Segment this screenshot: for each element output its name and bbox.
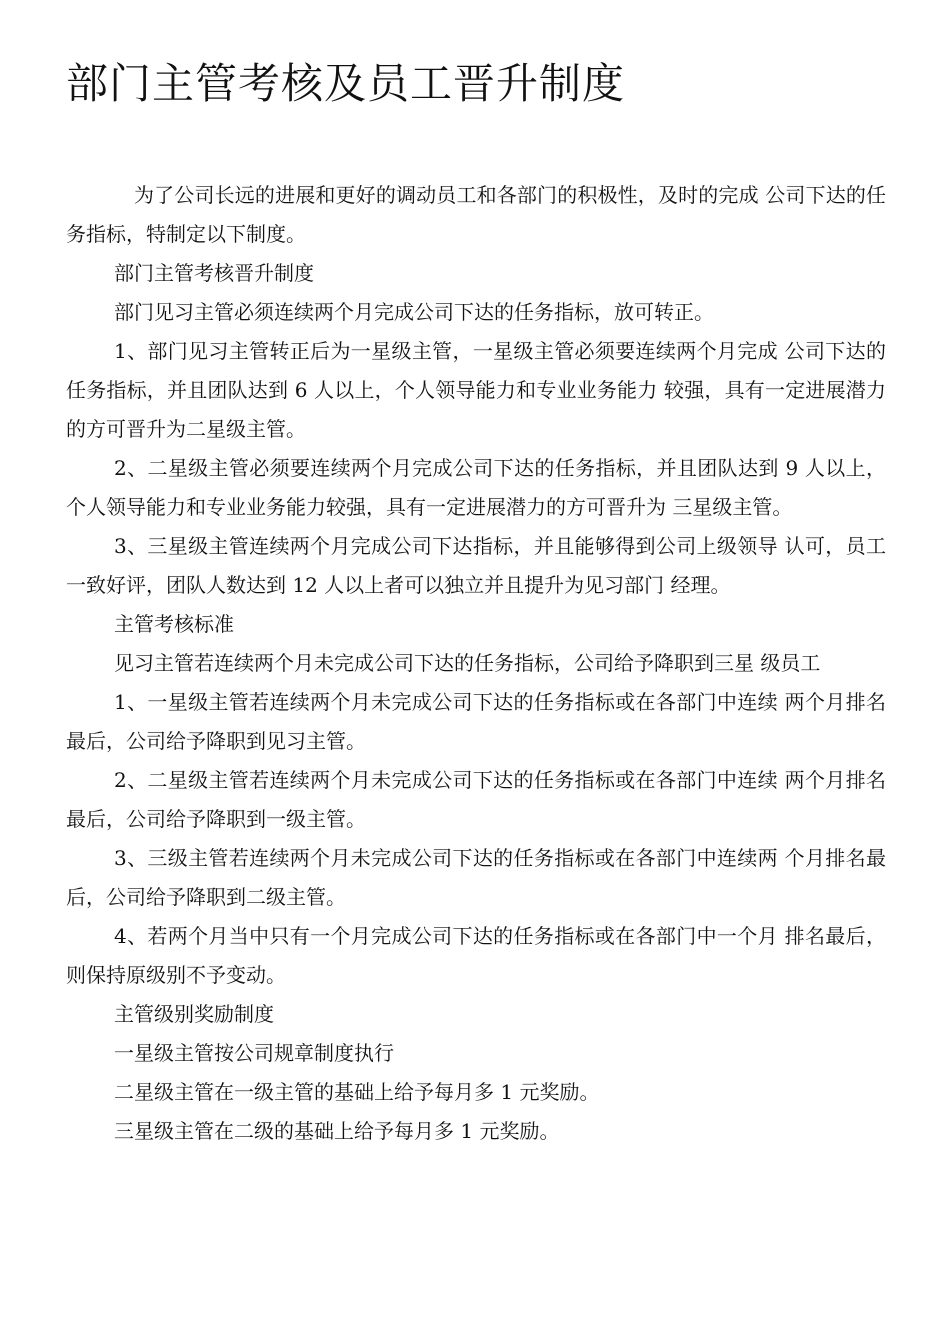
- section-heading-promotion: 部门主管考核晋升制度: [114, 261, 314, 285]
- paragraph-promotion-1: 1、部门见习主管转正后为一星级主管，一星级主管必须要连续两个月完成 公司下达的任务指标，并且团队达到 6 人以上，个人领导能力和专业业务能力 较强，具有一定进展潜力的方可晋升为二星级主管。: [66, 339, 886, 441]
- paragraph-demotion-1: 1、一星级主管若连续两个月未完成公司下达的任务指标或在各部门中连续 两个月排名最后，公司给予降职到见习主管。: [66, 690, 886, 753]
- document-body: [66, 176, 886, 1151]
- section-heading-assessment: 主管考核标准: [114, 612, 234, 636]
- paragraph-promotion-3: 3、三星级主管连续两个月完成公司下达指标，并且能够得到公司上级领导 认可，员工一致好评，团队人数达到 12 人以上者可以独立并且提升为见习部门 经理。: [66, 534, 886, 597]
- document-title: 部门主管考核及员工晋升制度: [66, 59, 626, 108]
- paragraph-demotion-3: 3、三级主管若连续两个月未完成公司下达的任务指标或在各部门中连续两 个月排名最后，公司给予降职到二级主管。: [66, 846, 886, 909]
- paragraph-reward-3: 三星级主管在二级的基础上给予每月多 1 元奖励。: [114, 1119, 560, 1143]
- paragraph-trainee-demotion: 见习主管若连续两个月未完成公司下达的任务指标，公司给予降职到三星 级员工: [114, 651, 821, 675]
- paragraph-demotion-2: 2、二星级主管若连续两个月未完成公司下达的任务指标或在各部门中连续 两个月排名最后，公司给予降职到一级主管。: [66, 768, 886, 831]
- paragraph-reward-1: 一星级主管按公司规章制度执行: [114, 1041, 394, 1065]
- paragraph-demotion-4: 4、若两个月当中只有一个月完成公司下达的任务指标或在各部门中一个月 排名最后，则保持原级别不予变动。: [66, 924, 886, 987]
- paragraph-intro: 为了公司长远的进展和更好的调动员工和各部门的积极性，及时的完成 公司下达的任务指标，特制定以下制度。: [66, 183, 886, 246]
- section-heading-rewards: 主管级别奖励制度: [114, 1002, 274, 1026]
- paragraph-reward-2: 二星级主管在一级主管的基础上给予每月多 1 元奖励。: [114, 1080, 600, 1104]
- paragraph-trainee: 部门见习主管必须连续两个月完成公司下达的任务指标，放可转正。: [114, 300, 714, 324]
- paragraph-promotion-2: 2、二星级主管必须要连续两个月完成公司下达的任务指标，并且团队达到 9 人以上，个人领导能力和专业业务能力较强，具有一定进展潜力的方可晋升为 三星级主管。: [66, 456, 886, 519]
